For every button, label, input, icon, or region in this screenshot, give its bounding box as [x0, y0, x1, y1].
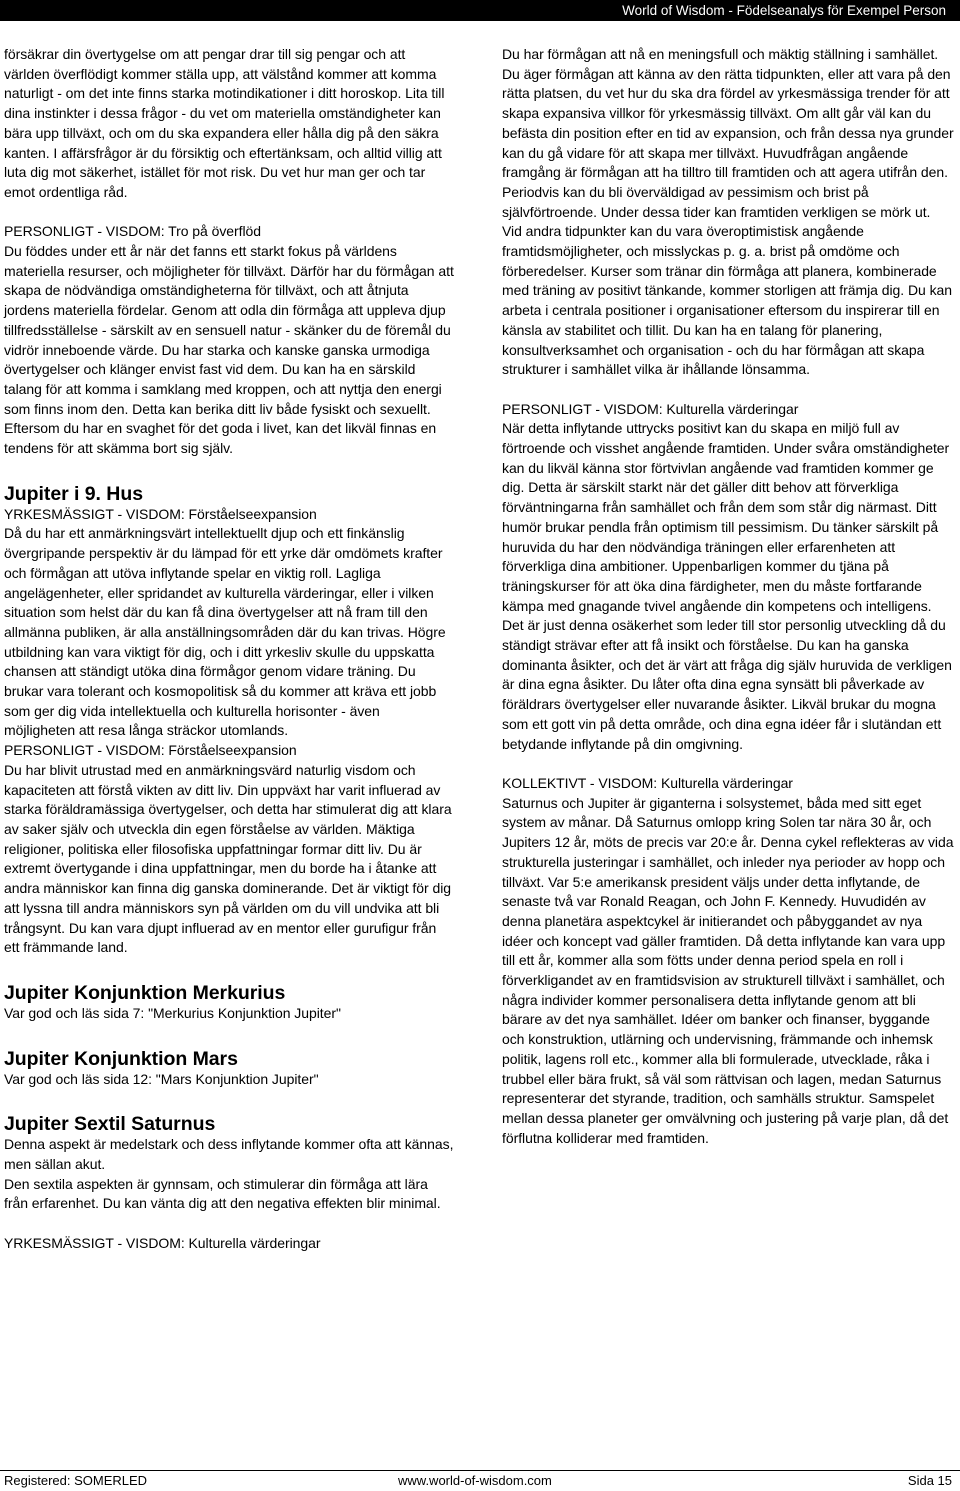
- right-intro-paragraph: Du har förmågan att nå en meningsfull och mäktig ställning i samhället. Du äger förmågan att känna av den rätta tidpunkten, eller att vara på den rätta platsen, du vet hur du ska dra fördel av yrkesmässiga trender för att skapa expansiva villkor för yrkesmässig tillväxt. Om allt går väl kan du befästa din position efter en tid av expansion, och från dessa nya grunder kan du gå vidare för att skapa mer tillväxt. Huvudfrågan angående framgång är förmågan att ha tilltro till framtiden och att agera utifrån den. Periodvis kan du bli överväldigad av pessimism och brist på självförtroende. Under dessa tider kan framtiden verkligen se mörk ut. Vid andra tidpunkter kan du vara överoptimistisk angående framtidsmöjligheter, och misslyckas p. g. a. brist på omdöme och förberedelser. Kurser som tränar din förmåga att planera, kombinerade med träning av positivt tänkande, kommer storligen att främja dig. Du kan arbeta i centrala positioner i organisationer eftersom du inspirerar till en känsla av stabilitet och tillit. Du kan ha en talang för planering, konsultverksamhet och organisation - och du har förmågan att skapa strukturer i samhället vilka är ihållande lönsamma.: [502, 46, 954, 378]
- jupiter-house9-personal: [4, 741, 454, 958]
- personal-text: Du har blivit utrustad med en anmärkningsvärd naturlig visdom och kapaciteten att förstå vikten av ditt liv. Din uppväxt har varit influerad av starka föräldramässiga övertygelser, och detta har stimulerat dig att klara av saker själv och utveckla din egen förståelse av världen. Mäktiga religioner, politiska eller filosofiska uppfattningar formar ditt liv. Du är extremt övertygande i dina uppfattningar, men du borde ha i åtanke att andra människor kan finna dig ganska dominerande. Det är viktigt för dig att lyssna till andra människors syn på världen om du vill undvika att bli trångsynt. Du kan vara djupt influerad av en mentor eller gurufigur från ett främmande land.: [4, 761, 452, 956]
- personal-abundance-text: Du föddes under ett år när det fanns ett starkt fokus på världens materiella resurser, och möjligheter för tillväxt. Därför har du förmågan att skapa de nödvändiga omständigheterna för tillväxt, och att åtnjuta jordens materiella fördelar. Genom att odla din förmåga att uppleva djup tillfredsställelse - särskilt av en sensuell natur - skänker du de föremål du vidrör inneboende värde. Du har starka och kanske ganska urmodiga övertygelser och klänger envist fast vid dem. Du kan ha en särskild talang för att komma i samklang med kroppen, och att nyttja den energi som finns inom den. Detta kan berika ditt liv både fysiskt och sexuellt. Eftersom du har en svaghet för det goda i livet, kan det likväl finnas en tendens för att skämma bort sig själv.: [4, 243, 454, 457]
- left-column: [4, 45, 454, 1254]
- conj-mercury-text: Var god och läs sida 7: "Merkurius Konjunktion Jupiter": [4, 1004, 341, 1021]
- professional-text: Då du har ett anmärkningsvärt intellektuellt djup och ett finkänslig övergripande perspektiv är du lämpad för ett yrke där omdömets krafter och förmågan att utöva inflytande spelar en viktig roll. Lagliga angelägenheter, eller spridandet av kulturella värderingar, eller i vilken situation som helst där du kan få dina övertygelser att nå fram till den allmänna publiken, är alla anställningsområden där du kan trivas. Högre utbildning kan vara viktigt för dig, och i ditt yrkesliv skulle du uppskatta chansen att ständigt utöka dina förmågor genom vidare träning. Du brukar vara tolerant och kosmopolitisk så du kommer att kräva ett jobb som ger dig vida intellektuella och kulturella horisonter - även möjligheten att resa långa sträckor utomlands.: [4, 525, 446, 739]
- personal-abundance-label: PERSONLIGT - VISDOM: Tro på överflöd: [4, 223, 262, 240]
- professional-label: YRKESMÄSSIGT - VISDOM: Förståelseexpansion: [4, 505, 317, 522]
- collective-culture-text: Saturnus och Jupiter är giganterna i solsystemet, båda med sitt eget system av månar. Då Saturnus omlopp kring Solen tar nära 30 år, och Jupiters 12 år, möts de precis var 20:e år. Denna cykel reflekteras av vida strukturella justeringar i samhället, och inleder nya perioder av hopp och tillväxt. Var 5:e amerikansk president väljs under detta inflytande, de senaste två var Ronald Reagan, och John F. Kennedy. Huvudidén av denna planetära aspektcykel är initierandet och påbyggandet av nya idéer och koncept vad gäller framtiden. Då detta inflytande kan vara upp till ett år, kommer alla som fötts under denna period spela en roll i förverkligandet av en framtidsvision av strukturell tillväxt i samhället, och några individer kommer personalisera detta inflytande genom att bli bärare av det nya samhället. Idéer om banker och finanser, byggande och konstruktion, utlärning och undervisning, främmande och inhemsk politik, lagens roll etc., kommer alla bli formulerade, utvecklade, råka i trubbel eller bära frukt, så väl som rättvisan och lagen, medan Saturnus representerar det styrande, tradition, och samhälls struktur. Samspelet mellan dessa planeter ger omvälvning och justering på varje plan, då det förflutna kolliderar med framtiden.: [502, 794, 954, 1146]
- page-header: [0, 0, 960, 21]
- jupiter-house9-heading: Jupiter i 9. Hus: [4, 482, 143, 505]
- personal-abundance-section: [4, 222, 454, 458]
- intro-paragraph: försäkrar din övertygelse om att pengar drar till sig pengar och att världen överflödigt kommer ställa upp, att välstånd kommer att komma naturligt - om det inte finns starka motindikationer i ditt horoskop. Lita till dina instinkter i dessa frågor - du vet om materiella omständigheter kan bära upp tillväxt, och om du ska expandera eller hålla dig på den säkra kanten. I affärsfrågor är du försiktig och eftertänksam, och alltid villig att luta dig mot säkerhet, istället för mot risk. Du vet hur man ger och tar emot ordentliga råd.: [4, 46, 445, 200]
- footer-registered: Registered: SOMERLED: [4, 1473, 148, 1488]
- footer-url[interactable]: www.world-of-wisdom.com: [398, 1473, 552, 1488]
- conj-mars-heading: Jupiter Konjunktion Mars: [4, 1047, 238, 1070]
- personal-culture-section: [502, 400, 954, 755]
- header-title: World of Wisdom - Födelseanalys för Exempel Person: [622, 3, 946, 18]
- conj-mercury-heading: Jupiter Konjunktion Merkurius: [4, 981, 286, 1004]
- jupiter-house9-professional: [4, 505, 454, 741]
- personal-culture-label: PERSONLIGT - VISDOM: Kulturella värderingar: [502, 400, 799, 417]
- personal-culture-text: När detta inflytande uttrycks positivt kan du skapa en miljö full av förtroende och visshet angående framtiden. Under svåra omständigheter kan du likväl känna stor förtvivlan angående vad framtiden kommer ge dig. Detta är särskilt starkt när det gäller ditt behov att förverkliga förväntningarna från samhället och från dem som står dig närmast. Ditt humör brukar pendla från optimism till pessimism. Du tänker särskilt på huruvida du har den nödvändiga träningen eller erfarenheten att förverkliga dina ambitioner. Uppenbarligen kommer du tjäna på träningskurser för att öka dina färdigheter, men du måste fortfarande kämpa med gnagande tvivel angående din kompetens och intelligens. Det är just denna osäkerhet som leder till stor personlig utveckling då du ständigt strävar efter att få insikt och förståelse. Du kan ha ganska dominanta åsikter, och det är värt att fråga dig själv huruvida de verkligen är dina egna åsikter. Du låter ofta dina egna synsätt bli påverkade av föräldrars övertygelser eller nuvarande åsikter. Likväl brukar du mogna som ett gott vin på detta område, och dina egna idéer får i slutändan ett betydande inflytande på din omgivning.: [502, 420, 952, 752]
- conj-mars-text: Var god och läs sida 12: "Mars Konjunktion Jupiter": [4, 1070, 319, 1087]
- sextile-saturn-text1: Denna aspekt är medelstark och dess inflytande kommer ofta att kännas, men sällan akut.: [4, 1136, 454, 1173]
- sextile-saturn-text2: Den sextila aspekten är gynnsam, och stimulerar din förmåga att lära från erfarenhet. Du kan vänta dig att den negativa effekten blir minimal.: [4, 1175, 441, 1212]
- collective-culture-label: KOLLEKTIVT - VISDOM: Kulturella värderingar: [502, 774, 793, 791]
- footer-page-number: Sida 15: [907, 1473, 952, 1488]
- right-column: [502, 45, 954, 1148]
- sextile-saturn-professional-label: YRKESMÄSSIGT - VISDOM: Kulturella värderingar: [4, 1234, 321, 1251]
- collective-culture-section: [502, 774, 954, 1148]
- personal-label: PERSONLIGT - VISDOM: Förståelseexpansion: [4, 742, 297, 759]
- footer-divider: [0, 1470, 960, 1471]
- sextile-saturn-heading: Jupiter Sextil Saturnus: [4, 1113, 216, 1136]
